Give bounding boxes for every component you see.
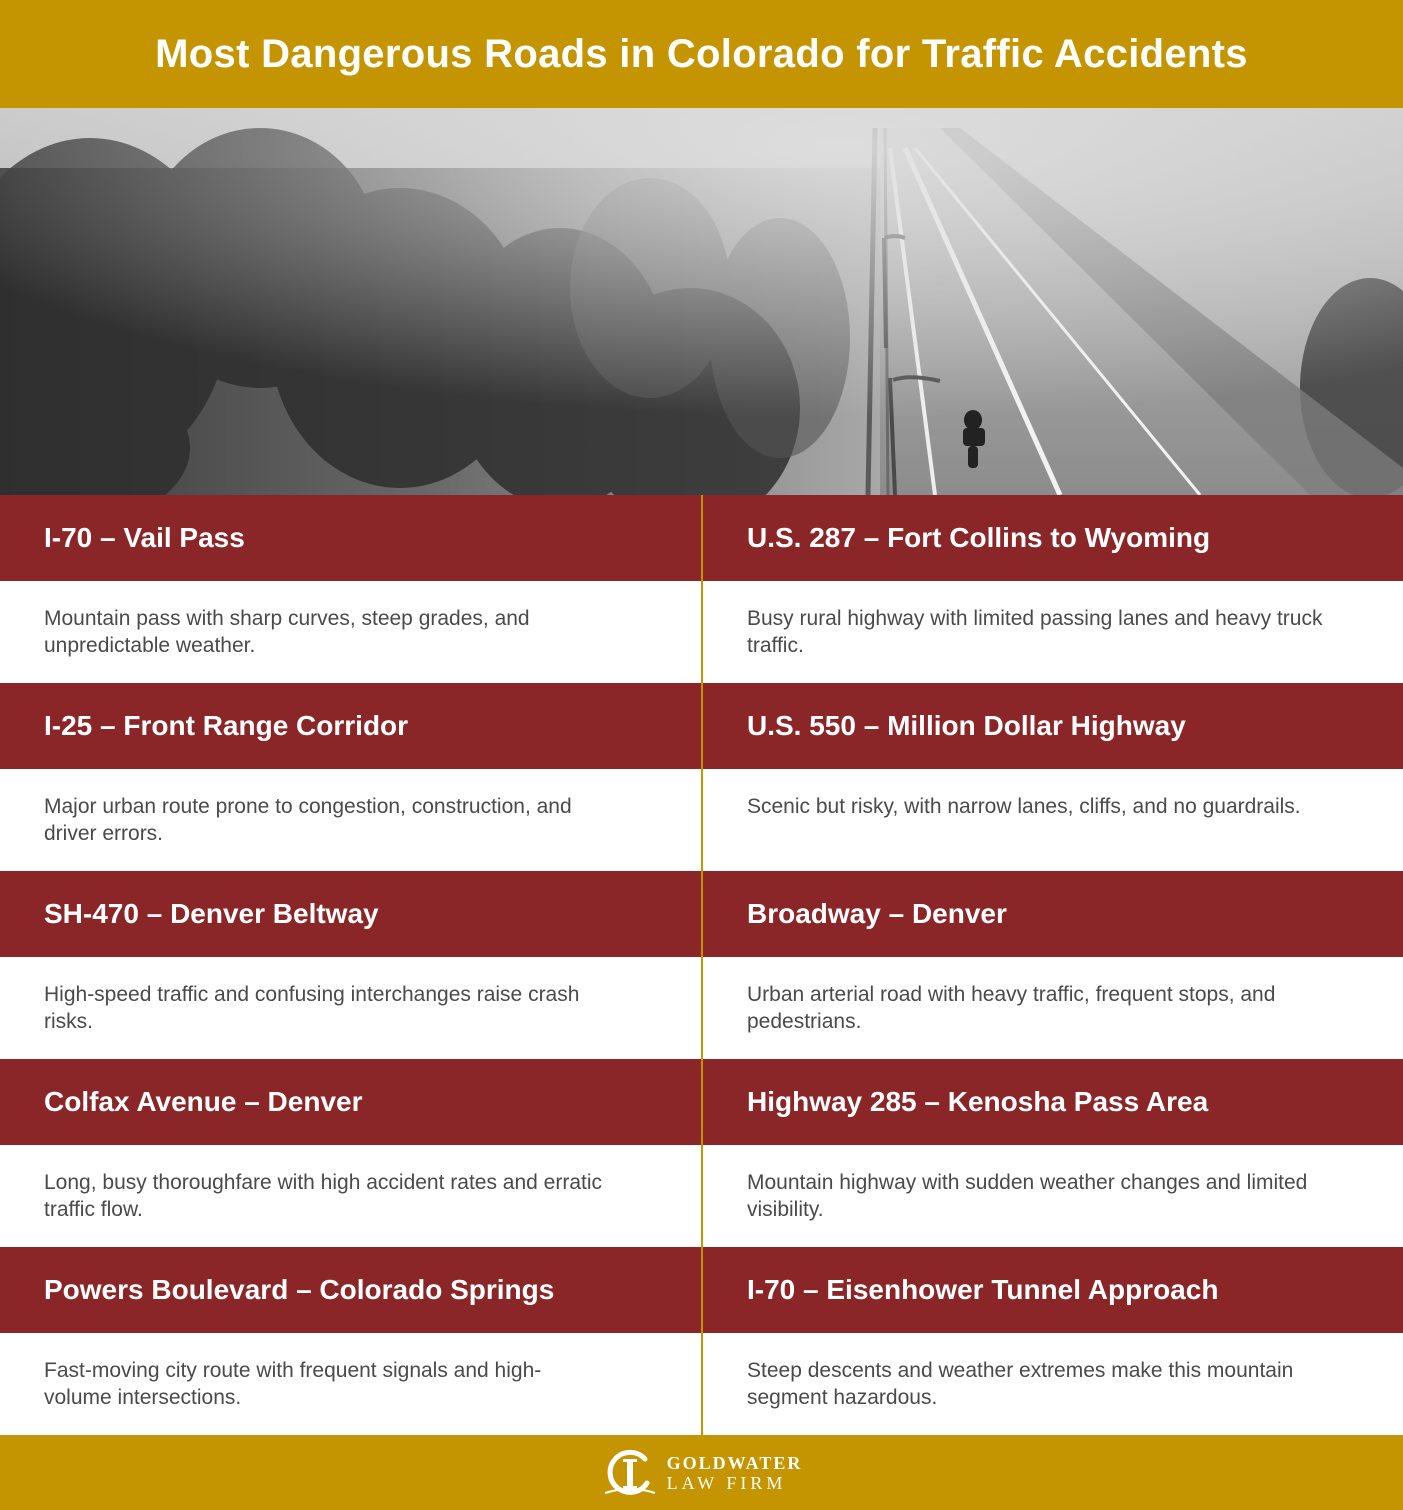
- road-description: Mountain highway with sudden weather changes and limited visibility.: [747, 1171, 1308, 1221]
- header-banner: [0, 0, 1403, 108]
- road-description: Fast-moving city route with frequent signals and high-volume intersections.: [44, 1359, 542, 1409]
- road-title-bar: [0, 495, 701, 581]
- road-description-box: [0, 957, 701, 1059]
- road-description-box: [0, 581, 701, 683]
- road-name: Powers Boulevard – Colorado Springs: [44, 1274, 555, 1305]
- road-title-bar: [703, 683, 1403, 769]
- road-title-bar: [703, 1059, 1403, 1145]
- logo-line-2: LAW FIRM: [666, 1472, 787, 1493]
- road-entry: [0, 871, 701, 1059]
- road-name: U.S. 287 – Fort Collins to Wyoming: [747, 522, 1211, 553]
- road-title-bar: [0, 1247, 701, 1333]
- road-name: Colfax Avenue – Denver: [44, 1086, 363, 1117]
- road-title-bar: [0, 1059, 701, 1145]
- road-description-box: [703, 769, 1403, 871]
- page-title: Most Dangerous Roads in Colorado for Traffic Accidents: [155, 31, 1248, 76]
- road-title-bar: [703, 1247, 1403, 1333]
- road-name: Highway 285 – Kenosha Pass Area: [747, 1086, 1209, 1117]
- road-entry: [703, 683, 1403, 871]
- road-description-box: [703, 1145, 1403, 1247]
- road-entry: [0, 1059, 701, 1247]
- road-description-box: [703, 957, 1403, 1059]
- road-description: High-speed traffic and confusing interchanges raise crash risks.: [44, 983, 580, 1033]
- road-entry: [0, 683, 701, 871]
- road-description: Scenic but risky, with narrow lanes, cliffs, and no guardrails.: [747, 795, 1301, 818]
- road-description: Mountain pass with sharp curves, steep grades, and unpredictable weather.: [44, 607, 530, 657]
- road-name: I-70 – Eisenhower Tunnel Approach: [747, 1274, 1219, 1305]
- road-description-box: [0, 1333, 701, 1435]
- road-title-bar: [703, 871, 1403, 957]
- roads-column-left: [0, 495, 701, 1435]
- road-entry: [703, 1059, 1403, 1247]
- road-description-box: [0, 769, 701, 871]
- road-description: Steep descents and weather extremes make this mountain segment hazardous.: [747, 1359, 1294, 1409]
- road-name: I-70 – Vail Pass: [44, 522, 245, 553]
- footer-banner: [0, 1435, 1403, 1510]
- road-description: Urban arterial road with heavy traffic, frequent stops, and pedestrians.: [747, 983, 1276, 1033]
- road-description: Major urban route prone to congestion, construction, and driver errors.: [44, 795, 572, 845]
- road-name: Broadway – Denver: [747, 898, 1007, 929]
- road-name: SH-470 – Denver Beltway: [44, 898, 379, 929]
- road-description-box: [0, 1145, 701, 1247]
- road-entry: [703, 1247, 1403, 1435]
- goldwater-g-column-icon: [601, 1449, 659, 1497]
- road-title-bar: [0, 871, 701, 957]
- road-description-box: [703, 1333, 1403, 1435]
- road-entry: [0, 1247, 701, 1435]
- road-description: Busy rural highway with limited passing lanes and heavy truck traffic.: [747, 607, 1323, 657]
- roads-grid: [0, 495, 1403, 1435]
- road-entry: [0, 495, 701, 683]
- goldwater-logo: [601, 1449, 803, 1497]
- road-description-box: [703, 581, 1403, 683]
- roads-column-right: [703, 495, 1403, 1435]
- road-title-bar: [703, 495, 1403, 581]
- road-entry: [703, 495, 1403, 683]
- road-name: U.S. 550 – Million Dollar Highway: [747, 710, 1186, 741]
- road-entry: [703, 871, 1403, 1059]
- logo-line-1: GOLDWATER: [666, 1452, 803, 1473]
- hero-photo: [0, 108, 1403, 495]
- road-title-bar: [0, 683, 701, 769]
- road-name: I-25 – Front Range Corridor: [44, 710, 409, 741]
- logo-wordmark: [667, 1453, 803, 1493]
- foggy-bridge-motorcycle-photo: [0, 108, 1403, 495]
- road-description: Long, busy thoroughfare with high accident rates and erratic traffic flow.: [44, 1171, 603, 1221]
